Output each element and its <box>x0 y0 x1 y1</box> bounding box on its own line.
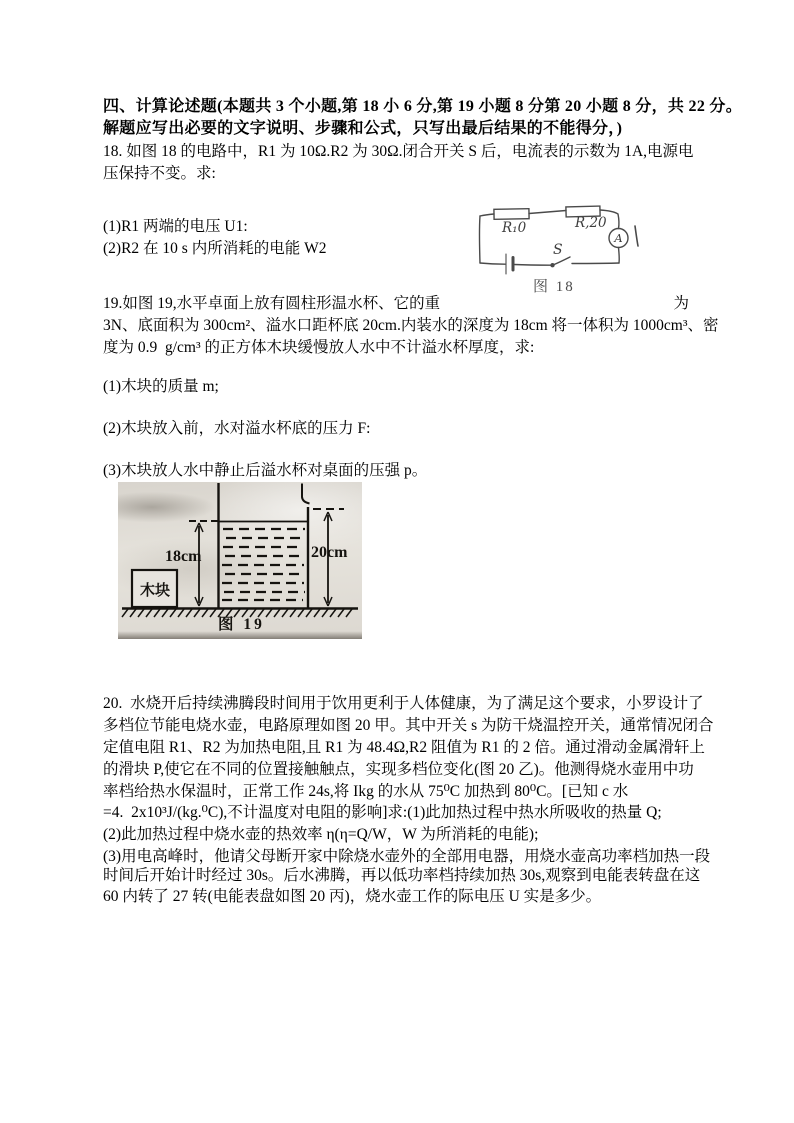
q19-text-line1 <box>103 294 689 314</box>
wire-right <box>619 248 620 264</box>
wire-top-2 <box>529 211 566 214</box>
q20-text-line8: (3)用电高峰时，他请父母断开家中除烧水壶外的全部用电器，用烧水壶高功率档加热一段 <box>103 848 711 865</box>
switch-lever <box>553 257 570 265</box>
figure-19-photo <box>118 482 362 639</box>
wire-left <box>479 216 480 263</box>
q20-text-line2: 多档位节能电烧水壶，电路原理如图 20 甲。其中开关 s 为防干烧温控开关，通常情况闭合 <box>103 717 714 734</box>
overflow-spout <box>302 484 310 504</box>
q20-text-line10: 60 内转了 27 转(电能表盘如图 20 丙)，烧水壶工作的际电压 U 实是多少。 <box>103 888 602 905</box>
q20-text-line4: 的滑块 P,使它在不同的位置接触触点，实现多档位变化(图 20 乙)。他测得烧水壶用中功 <box>103 761 694 778</box>
circuit-strokes <box>475 195 687 300</box>
wire-bottom-mid <box>514 265 551 266</box>
section-heading-line2: 解题应写出必要的文字说明、步骤和公式，只写出最后结果的不能得分，) <box>103 120 623 137</box>
q19-part1: (1)木块的质量 m; <box>103 378 219 395</box>
figure-18-circuit-diagram <box>475 195 687 300</box>
q20-text-line1: 20. 水烧开后持续沸腾段时间用于饮用更利于人体健康，为了满足这个要求，小罗设计了 <box>103 695 704 712</box>
current-stroke-mark <box>635 226 638 246</box>
water-dashes <box>222 529 305 600</box>
water-depth-label: 18cm <box>165 548 202 565</box>
switch-label: S <box>553 242 563 258</box>
q19-text-line3: 度为 0.9 g/cm³ 的正方体木块缓慢放人水中不计溢水杯厚度，求: <box>103 339 535 356</box>
q18-part2: (2)R2 在 10 s 内所消耗的电能 W2 <box>103 240 327 257</box>
resistor-r1-label: R₁0 <box>502 220 527 236</box>
q20-text-line5: 率档给热水保温时，正常工作 24s,将 Ikg 的水从 75⁰C 加热到 80⁰C。[已知 c 水 <box>103 783 629 800</box>
q18-text-line1: 18. 如图 18 的电路中，R1 为 10Ω.R2 为 30Ω.闭合开关 S 后，电流表的示数为 1A,电源电 <box>103 143 694 160</box>
resistor-r1-icon <box>494 209 529 220</box>
section-heading-line1: 四、计算论述题(本题共 3 个小题,第 18 小 6 分,第 19 小题 8 分第 20 小题 8 分，共 22 分。 <box>103 98 743 115</box>
resistor-r2-label: R,20 <box>575 215 607 231</box>
wire-top-1 <box>480 214 494 216</box>
wire-bottom-right <box>572 263 619 264</box>
q19-part2: (2)木块放入前，水对溢水杯底的压力 F: <box>103 420 371 437</box>
q20-text-line3: 定值电阻 R1、R2 为加热电阻,且 R1 为 48.4Ω,R2 阻值为 R1 的 2 倍。通过滑动金属滑轩上 <box>103 739 705 756</box>
q20-text-line9: 时间后开始计时经过 30s。后水沸腾，再以低功率档持续加热 30s,观察到电能表转盘在这 <box>103 867 701 884</box>
ammeter-letter: A <box>614 231 623 245</box>
q19-part3: (3)木块放人水中静止后溢水杯对桌面的压强 p。 <box>103 462 428 479</box>
q19-line1-right: 为 <box>673 295 689 312</box>
figure-18-caption: 图 18 <box>533 279 575 295</box>
q20-text-line7: (2)此加热过程中烧水壶的热效率 η(η=Q/W，W 为所消耗的电能); <box>103 826 539 843</box>
q19-text-line2: 3N、底面积为 300cm²、溢水口距杯底 20cm.内装水的深度为 18cm 将一体积为 1000cm³、密 <box>103 317 719 334</box>
spout-height-label: 20cm <box>311 544 348 561</box>
wire-bottom-left <box>480 263 505 264</box>
q20-text-line6: =4. 2x10³J/(kg.⁰C),不计温度对电阻的影响]求:(1)此加热过程中热水所吸收的热量 Q; <box>103 804 662 821</box>
q19-line1-left: 19.如图 19,水平卓面上放有圆柱形温水杯、它的重 <box>103 295 441 312</box>
q18-part1: (1)R1 两端的电压 U1: <box>103 218 248 235</box>
wood-block-label: 木块 <box>139 582 170 599</box>
q18-text-line2: 压保持不变。求: <box>103 165 216 182</box>
figure-19-caption: 图 19 <box>218 616 265 633</box>
